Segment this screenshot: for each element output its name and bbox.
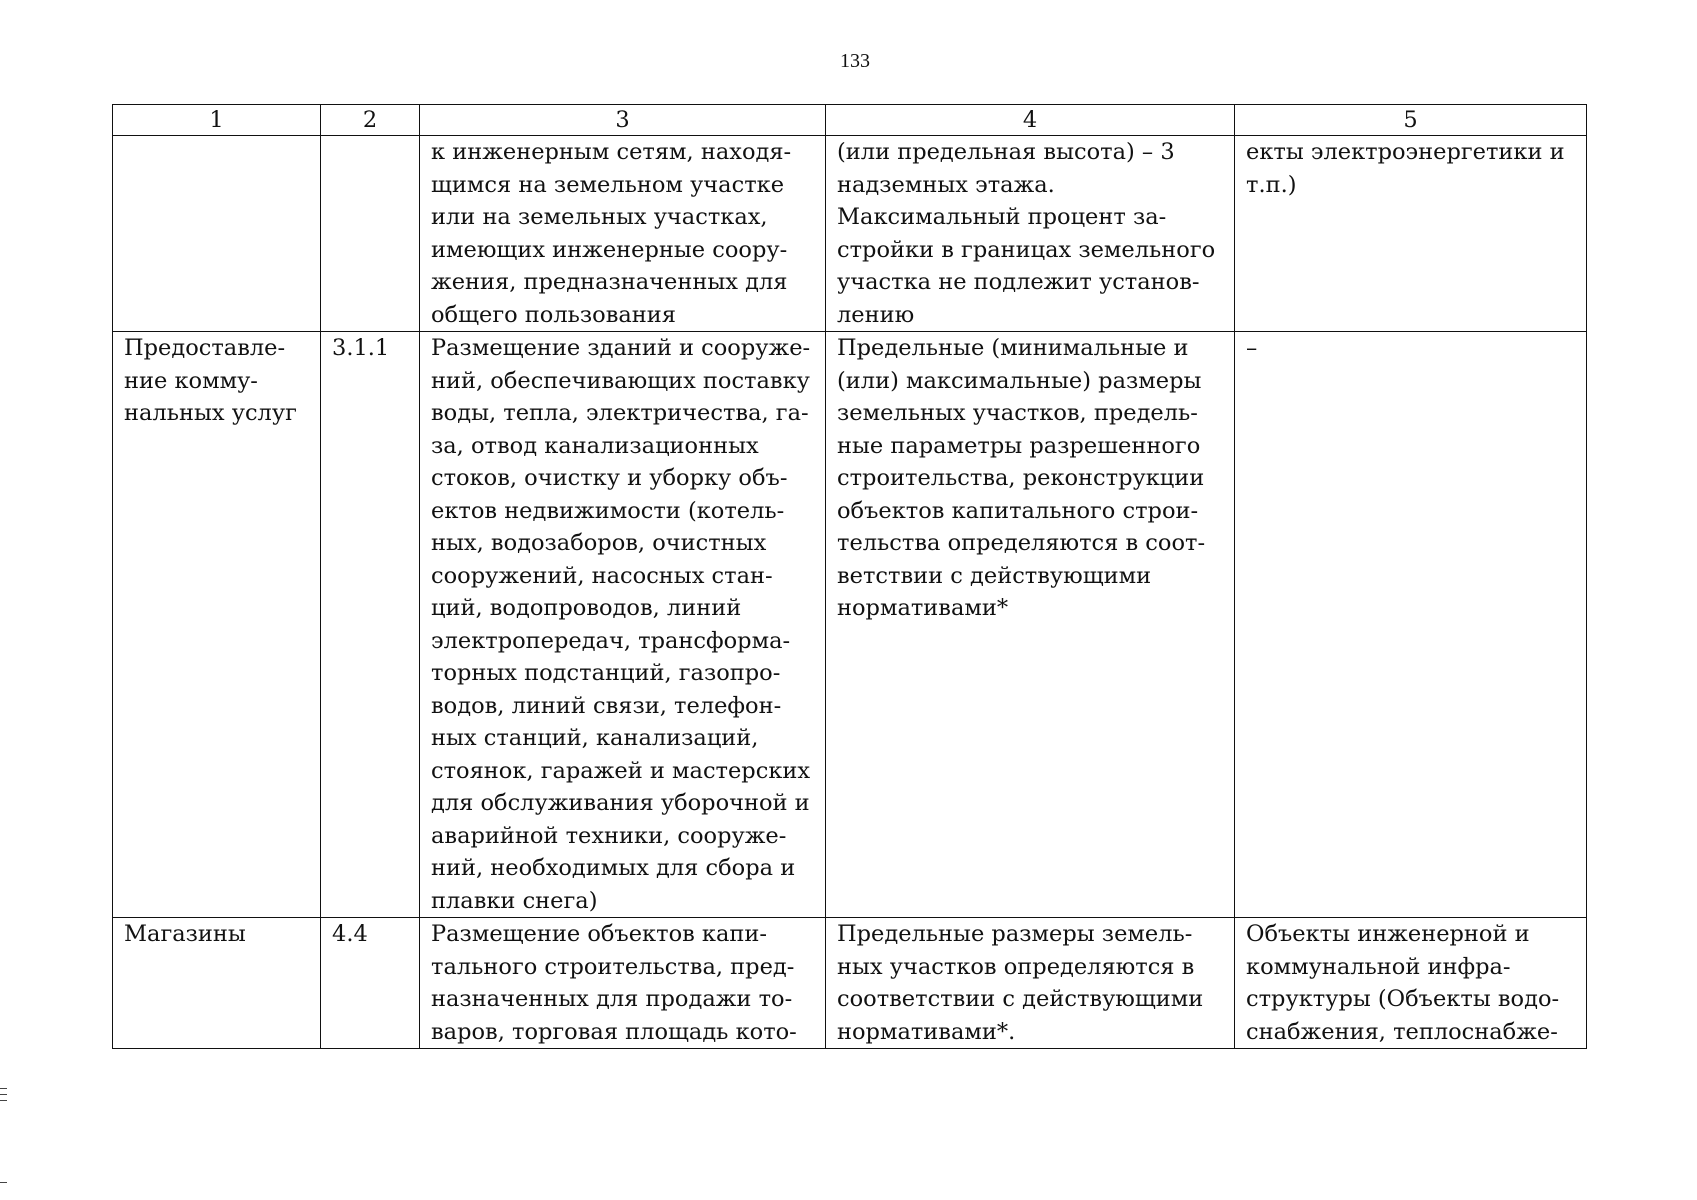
cell-text-line: плавки снега) <box>431 887 598 914</box>
cell-text-line: ние комму- <box>124 367 258 394</box>
cell-text-line: общего пользования <box>431 301 676 328</box>
cell-text-line: ных участков определяются в <box>837 953 1195 980</box>
table-cell-col-5 <box>1235 918 1587 1049</box>
cell-text-line: для обслуживания уборочной и <box>431 790 810 816</box>
cell-text-line: стоянок, гаражей и мастерских <box>431 757 811 784</box>
cell-text-line: ных станций, канализаций, <box>431 725 759 751</box>
cell-text-line: Магазины <box>124 921 246 947</box>
cell-text-line: снабжения, теплоснабже- <box>1246 1018 1558 1045</box>
table-row <box>113 918 1587 1049</box>
cell-text-line: аварийной техники, сооруже- <box>431 822 787 849</box>
cell-text-line: екты электроэнергетики и <box>1246 139 1565 165</box>
zoning-table <box>112 104 1587 1049</box>
cell-text-line: нормативами* <box>837 595 1009 621</box>
cell-text-line: участка не подлежит установ- <box>837 269 1200 295</box>
cell-text-line: воды, тепла, электричества, га- <box>431 400 809 426</box>
table-header-row <box>113 105 1587 136</box>
cell-text-line: сооружений, насосных стан- <box>431 562 773 589</box>
cell-text-line: соответствии с действующими <box>837 986 1204 1012</box>
cell-text-line: нормативами*. <box>837 1018 1016 1045</box>
cell-text-line: ний, необходимых для сбора и <box>431 855 796 881</box>
cell-text-line: имеющих инженерные соору- <box>431 236 788 263</box>
cell-text-line: (или предельная высота) – 3 <box>837 139 1175 165</box>
cell-text-line: Размещение объектов капи- <box>431 921 768 947</box>
cell-text-line: нальных услуг <box>124 400 297 426</box>
cell-text-line: водов, линий связи, телефон- <box>431 692 782 719</box>
cell-text-line: 3.1.1 <box>332 335 390 361</box>
cell-text-line: структуры (Объекты водо- <box>1246 986 1560 1012</box>
table-cell-col-3 <box>420 918 826 1049</box>
table-cell-col-2 <box>321 918 420 1049</box>
table-cell-col-1 <box>113 918 321 1049</box>
table-cell-col-1 <box>113 332 321 918</box>
cell-text-line: т.п.) <box>1246 171 1297 198</box>
cell-text-line: электропередач, трансформа- <box>431 627 791 654</box>
table-cell-col-4 <box>826 332 1235 918</box>
cell-text-line: ные параметры разрешенного <box>837 432 1201 459</box>
header-col-3: 3 <box>420 105 826 136</box>
cell-text-line: Предоставле- <box>124 335 286 361</box>
header-col-1: 1 <box>113 105 321 136</box>
cell-text-line: коммунальной инфра- <box>1246 953 1511 980</box>
cell-text-line: строительства, реконструкции <box>837 465 1205 491</box>
cell-text-line: Предельные размеры земель- <box>837 921 1193 947</box>
scan-edge-mark <box>0 1100 7 1101</box>
cell-text-line: стоков, очистку и уборку объ- <box>431 465 788 491</box>
header-col-5: 5 <box>1235 105 1587 136</box>
cell-text-line: ний, обеспечивающих поставку <box>431 367 810 394</box>
table-cell-col-5 <box>1235 136 1587 332</box>
scan-edge-mark <box>0 1182 7 1183</box>
cell-text-line: лению <box>837 301 915 328</box>
cell-text-line: Максимальный процент за- <box>837 204 1167 230</box>
cell-text-line: Размещение зданий и сооруже- <box>431 335 811 361</box>
cell-text-line: варов, торговая площадь кото- <box>431 1018 797 1045</box>
cell-text-line: – <box>1246 335 1258 361</box>
scan-edge-mark <box>0 1094 7 1095</box>
cell-text-line: или на земельных участках, <box>431 204 768 230</box>
cell-text-line: стройки в границах земельного <box>837 236 1216 263</box>
cell-text-line: ных, водозаборов, очистных <box>431 530 767 556</box>
cell-text-line: 4.4 <box>332 921 368 947</box>
table-cell-col-4 <box>826 918 1235 1049</box>
table-row <box>113 332 1587 918</box>
table-cell-col-5 <box>1235 332 1587 918</box>
cell-text-line: ций, водопроводов, линий <box>431 595 742 621</box>
table-cell-col-3 <box>420 332 826 918</box>
cell-text-line: надземных этажа. <box>837 171 1055 198</box>
table-cell-col-2 <box>321 332 420 918</box>
cell-text-line: к инженерным сетям, находя- <box>431 139 792 165</box>
table-row <box>113 136 1587 332</box>
cell-text-line: Объекты инженерной и <box>1246 921 1530 947</box>
table-cell-col-2 <box>321 136 420 332</box>
cell-text-line: жения, предназначенных для <box>431 269 788 295</box>
cell-text-line: Предельные (минимальные и <box>837 335 1189 361</box>
cell-text-line: (или) максимальные) размеры <box>837 367 1202 394</box>
cell-text-line: тельства определяются в соот- <box>837 530 1206 556</box>
table-cell-col-1 <box>113 136 321 332</box>
cell-text-line: ветствии с действующими <box>837 562 1152 589</box>
header-col-2: 2 <box>321 105 420 136</box>
cell-text-line: земельных участков, предель- <box>837 400 1198 426</box>
header-col-4: 4 <box>826 105 1235 136</box>
scan-edge-mark <box>0 1088 7 1089</box>
table-cell-col-3 <box>420 136 826 332</box>
cell-text-line: ектов недвижимости (котель- <box>431 497 785 524</box>
cell-text-line: за, отвод канализационных <box>431 432 759 459</box>
cell-text-line: щимся на земельном участке <box>431 171 785 198</box>
cell-text-line: объектов капитального строи- <box>837 497 1199 524</box>
cell-text-line: назначенных для продажи то- <box>431 986 793 1012</box>
cell-text-line: торных подстанций, газопро- <box>431 660 781 686</box>
table-cell-col-4 <box>826 136 1235 332</box>
cell-text-line: тального строительства, пред- <box>431 953 795 980</box>
page-number: 133 <box>840 50 870 72</box>
